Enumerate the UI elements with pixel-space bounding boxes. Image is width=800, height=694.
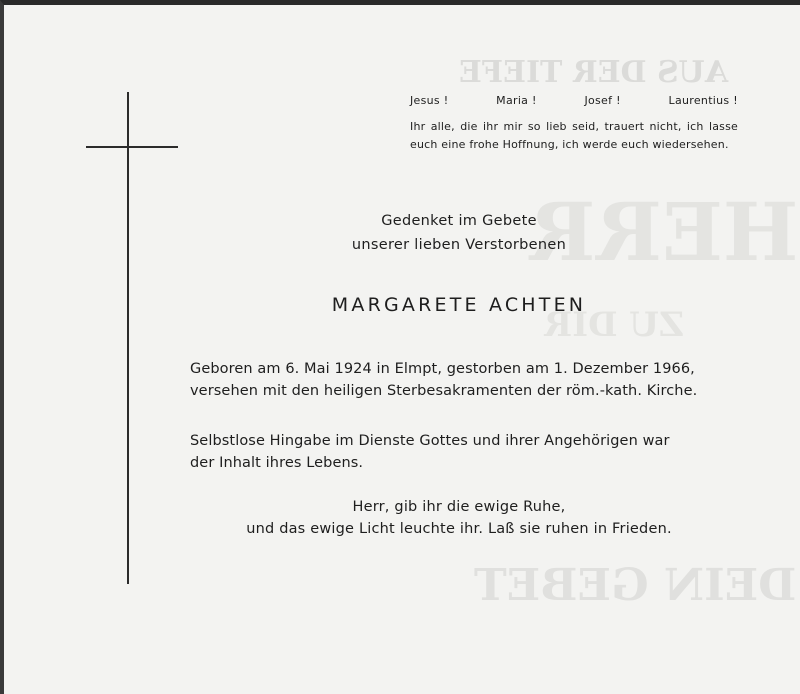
invocation-laurentius: Laurentius ! [668, 94, 738, 107]
prayer-paragraph [184, 496, 734, 540]
life-dates-paragraph [190, 358, 735, 402]
prayer-line-2: und das ewige Licht leuchte ihr. Laß sie ruhen in Frieden. [246, 521, 672, 537]
show-through-text-middle: HERR [529, 185, 799, 279]
life-dates-line-1: Geboren am 6. Mai 1924 in Elmpt, gestorben am 1. Dezember 1966, [190, 361, 695, 377]
prayer-line-1: Herr, gib ihr die ewige Ruhe, [352, 499, 566, 515]
devotion-line-2: der Inhalt ihres Lebens. [190, 455, 364, 471]
invocation-maria: Maria ! [496, 94, 537, 107]
devotion-line-1: Selbstlose Hingabe im Dienste Gottes und ihrer Angehörigen war [190, 433, 670, 449]
remembrance-line-1: Gedenket im Gebete [381, 213, 537, 229]
show-through-text-bottom: DEIN GEBET [474, 560, 797, 611]
invocation-josef: Josef ! [584, 94, 621, 107]
deceased-name: MARGARETE ACHTEN [331, 294, 587, 316]
invocation-names [410, 94, 738, 107]
life-dates-line-2: versehen mit den heiligen Sterbesakramenten der röm.-kath. Kirche. [190, 383, 698, 399]
show-through-text-lower: ZU DIR [544, 305, 684, 345]
show-through-text-top: AUS DER TIEFE [459, 55, 729, 90]
remembrance-line-2: unserer lieben Verstorbenen [351, 237, 567, 253]
cross-horizontal-bar [86, 146, 178, 148]
farewell-quote: Ihr alle, die ihr mir so lieb seid, trauert nicht, ich lasse euch eine frohe Hoffnung, ich werde euch wiedersehen. [410, 120, 738, 151]
devotion-paragraph [190, 430, 735, 474]
invocation-jesus: Jesus ! [410, 94, 449, 107]
cross-vertical-bar [127, 92, 129, 584]
remembrance-heading [184, 209, 734, 257]
